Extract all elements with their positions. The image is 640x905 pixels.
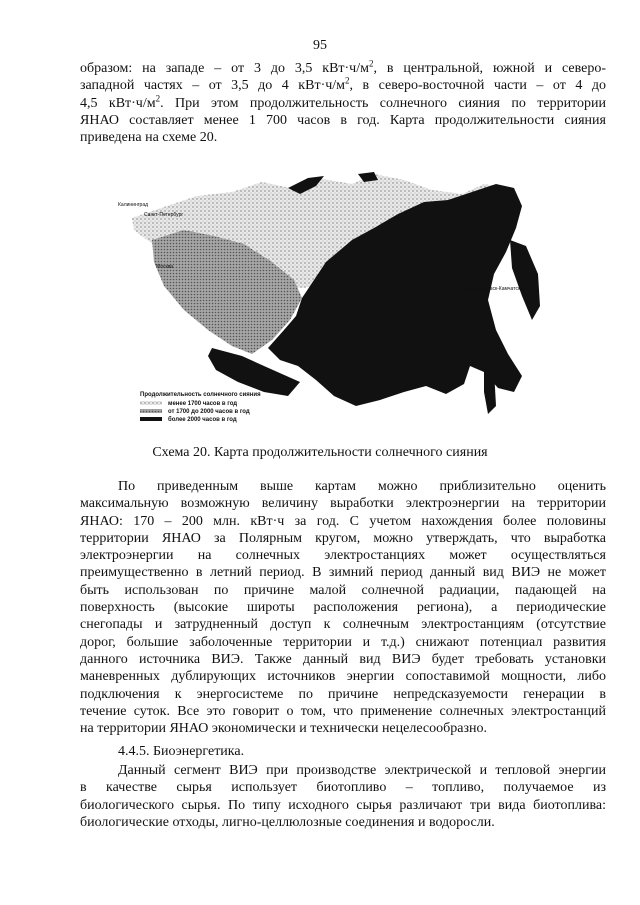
solar-line: дорог, большие заболоченные территории и т.д.) снижают потенциал развития: [80, 634, 606, 650]
solar-line: ЯНАО: 170 – 200 млн. кВт·ч за год. С учетом нахождения более половины: [80, 513, 606, 529]
solar-line: максимальную возможную величину выработки электроэнергии на территории: [80, 496, 606, 512]
bio-line: Данный сегмент ВИЭ при производстве электрической и тепловой энергии: [118, 763, 606, 778]
intro-line-4: ЯНАО составляет менее 1 700 часов в год. Карта продолжительности сияния: [80, 112, 606, 128]
city-label-saint-petersburg: Санкт-Петербург: [144, 212, 184, 218]
intro-line-3: 4,5 $кВт\cdot ч/м^2$. При этом продолжительность солнечного сияния по территории: [80, 92, 606, 111]
solar-paragraph: [80, 478, 606, 737]
legend-item-2: от 1700 до 2000 часов в год: [168, 409, 250, 415]
section-subheading: 4.4.5. Биоэнергетика.: [118, 744, 245, 759]
legend-swatch-light: [140, 401, 162, 405]
bio-line: в качестве сырья использует биотопливо – топливо, получаемое из: [80, 780, 606, 796]
intro-paragraph: [80, 60, 606, 146]
legend-swatch-medium: [140, 409, 162, 413]
bio-line: биологического сырья. По типу исходного сырья различают три вида биотоплива:: [80, 797, 606, 813]
city-label-moscow: Москва: [156, 264, 174, 270]
solar-line: течение суток. Все это говорит о том, что применение солнечных электростанций: [80, 703, 606, 719]
solar-line: территории ЯНАО за Полярным кругом, можно утверждать, что выработка: [80, 530, 606, 546]
bio-line: биологические отходы, лигно-целлюлозные соединения и водоросли.: [80, 814, 495, 830]
intro-line-5: приведена на схеме 20.: [80, 130, 218, 146]
city-label-petropavlovsk: Петропавловск-Камчатский: [462, 286, 526, 292]
solar-line: снегопады и затрудненный доступ к солнечным электростанциям (отсутствие: [80, 617, 606, 633]
solar-line: быть использован по причине малой солнечной радиации, падающей на: [80, 582, 606, 598]
solar-line: поверхность (высокие широты расположения региона), а периодические: [80, 600, 606, 616]
legend-swatch-dark: [140, 417, 162, 421]
solar-line: подключения к энергосистеме по причине непредсказуемости генерации в: [80, 686, 606, 702]
solar-line: данного источника ВИЭ. Также данный вид ВИЭ будет требовать установки: [80, 651, 606, 667]
solar-line: на территории ЯНАО экономически и технически нецелесообразно.: [80, 721, 487, 737]
sunshine-duration-map: [112, 170, 544, 428]
legend-item-3: более 2000 часов в год: [168, 417, 237, 423]
solar-line: По приведенным выше картам можно приблизительно оценить: [118, 479, 606, 494]
solar-line: преимущественно в летний период. В зимний период данный вид ВИЭ не может: [80, 565, 606, 581]
city-label-kaliningrad: Калининград: [118, 202, 149, 208]
legend-title: Продолжительность солнечного сияния: [140, 392, 261, 398]
legend-item-1: менее 1700 часов в год: [168, 401, 238, 407]
page-number: 95: [313, 38, 327, 53]
bio-paragraph: [80, 762, 606, 831]
kamchatka-region: [510, 240, 540, 320]
figure-caption: Схема 20. Карта продолжительности солнечного сияния: [152, 445, 488, 460]
intro-line-1: образом: на западе – от 3 до 3,5 $кВт\cdot ч/м^2$, в центральной, южной и северо-: [80, 58, 606, 76]
solar-line: маневренных дублирующих источников энергии сопоставимой мощности, либо: [80, 669, 606, 685]
map-legend: [140, 392, 261, 423]
solar-line: электроэнергии на солнечных электростанциях может осуществляться: [80, 548, 606, 564]
intro-line-2: западной частях – от 3,5 до 4 $кВт\cdot ч/м^2$, в северо-восточной части – от 4 до: [80, 75, 606, 94]
